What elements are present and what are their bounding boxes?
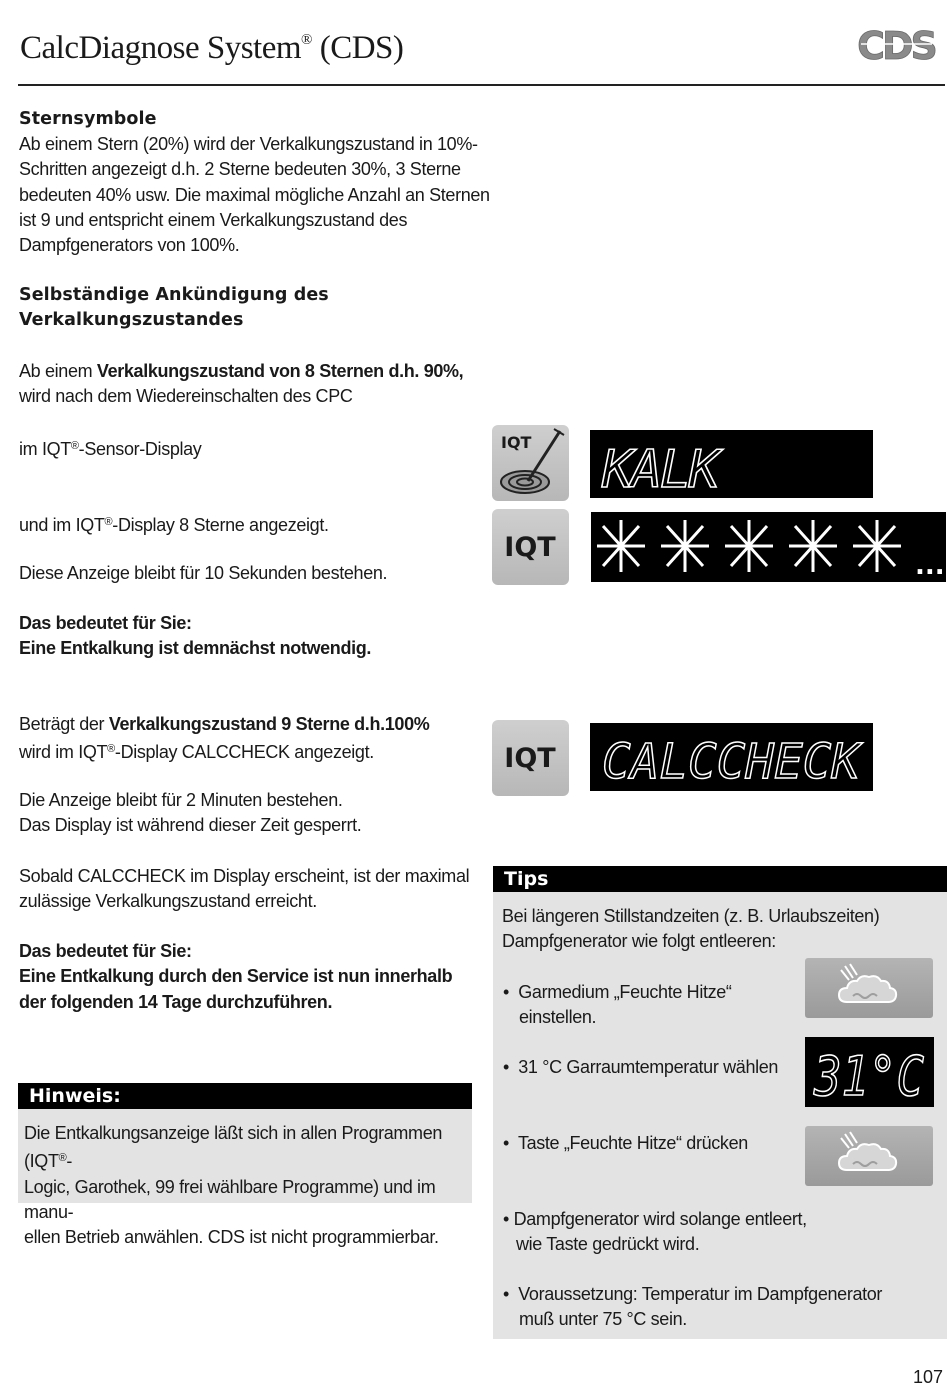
svg-text:IQT: IQT [504,743,556,774]
calccheck-paragraph-1: Beträgt der Verkalkungszustand 9 Sterne d.h.100% wird im IQT®-Display CALCCHECK angezeigt. [19,714,430,763]
star-symbol [661,520,709,572]
page-title: CalcDiagnose System® (CDS) [20,30,404,66]
svg-text:KALK: KALK [602,440,722,498]
iqt-sensor-icon [492,425,569,501]
tips-item-2: • 31 °C Garraumtemperatur wählen [503,1057,779,1077]
hinweis-text: Die Entkalkungsanzeige läßt sich in allen Programmen (IQT®- Logic, Garothek, 99 frei wählbare Programme) und im manu- ellen Betrieb anwählen. CDS ist nicht programmierbar. [24,1123,443,1248]
svg-text:...: ... [915,551,945,581]
iqt-icon [492,509,569,585]
cds-logo [856,24,936,66]
announce-meaning: Das bedeutet für Sie: Eine Entkalkung ist demnächst notwendig. [19,613,372,659]
hinweis-box [18,1109,472,1248]
star-symbol [597,520,645,572]
feuchte-hitze-icon [805,958,933,1018]
calccheck-meaning: Das bedeutet für Sie: Eine Entkalkung durch den Service ist nun innerhalb der folgenden 14 Tage durchzuführen. [19,941,453,1012]
tips-intro: Bei längeren Stillstandzeiten (z. B. Urlaubszeiten) Dampfgenerator wie folgt entleeren: [502,906,880,952]
calccheck-display [590,723,873,791]
tips-item-4: • Dampfgenerator wird solange entleert, wie Taste gedrückt wird. [503,1209,807,1255]
feuchte-hitze-icon [805,1126,933,1186]
calccheck-paragraph-2: Die Anzeige bleibt für 2 Minuten bestehen. Das Display ist während dieser Zeit gesperrt. [19,790,362,836]
kalk-display [590,430,873,498]
announce-paragraph-1: Ab einem Verkalkungszustand von 8 Sternen d.h. 90%, wird nach dem Wiedereinschalten des CPC [19,361,464,407]
feuchte-hitze-button[interactable] [805,958,933,1018]
star-symbol [725,520,773,572]
svg-text:31°C: 31°C [813,1045,924,1107]
section-heading-stars: Sternsymbole [19,109,157,129]
tips-item-3: • Taste „Feuchte Hitze“ drücken [503,1133,748,1153]
stars-paragraph: Ab einem Stern (20%) wird der Verkalkungszustand in 10%- Schritten angezeigt d.h. 2 Sterne bedeuten 30%, 3 Sterne bedeuten 40% usw. Die maximal mögliche Anzahl an Sternen ist 9 und entspricht einem Verkalkungszustand des Dampfgenerators von 100%. [19,134,490,256]
tips-title: Tips [493,866,947,892]
section-heading-announce: Selbständige Ankündigung des Verkalkungszustandes [19,285,329,330]
svg-text:IQT: IQT [504,532,556,563]
page-number: 107 [913,1367,944,1387]
announce-paragraph-3: und im IQT®-Display 8 Sterne angezeigt. [19,515,329,535]
svg-text:CALCCHECK: CALCCHECK [602,734,864,790]
iqt-icon [492,720,569,796]
stars-display [591,512,946,582]
calccheck-paragraph-3: Sobald CALCCHECK im Display erscheint, ist der maximal zulässige Verkalkungszustand erreicht. [19,866,470,912]
feuchte-hitze-button[interactable] [805,1126,933,1186]
announce-paragraph-4: Diese Anzeige bleibt für 10 Sekunden bestehen. [19,563,388,583]
tips-item-5: • Voraussetzung: Temperatur im Dampfgenerator muß unter 75 °C sein. [503,1284,883,1330]
announce-paragraph-2: im IQT®-Sensor-Display [19,439,202,459]
header-rule [18,84,945,86]
temperature-display [805,1037,934,1107]
hinweis-title: Hinweis: [18,1083,472,1109]
cds-logo-text: CDS [857,24,935,66]
svg-text:IQT: IQT [501,433,532,452]
star-symbol [789,520,837,572]
star-symbol [853,520,901,572]
tips-item-1: • Garmedium „Feuchte Hitze“ einstellen. [503,982,732,1028]
